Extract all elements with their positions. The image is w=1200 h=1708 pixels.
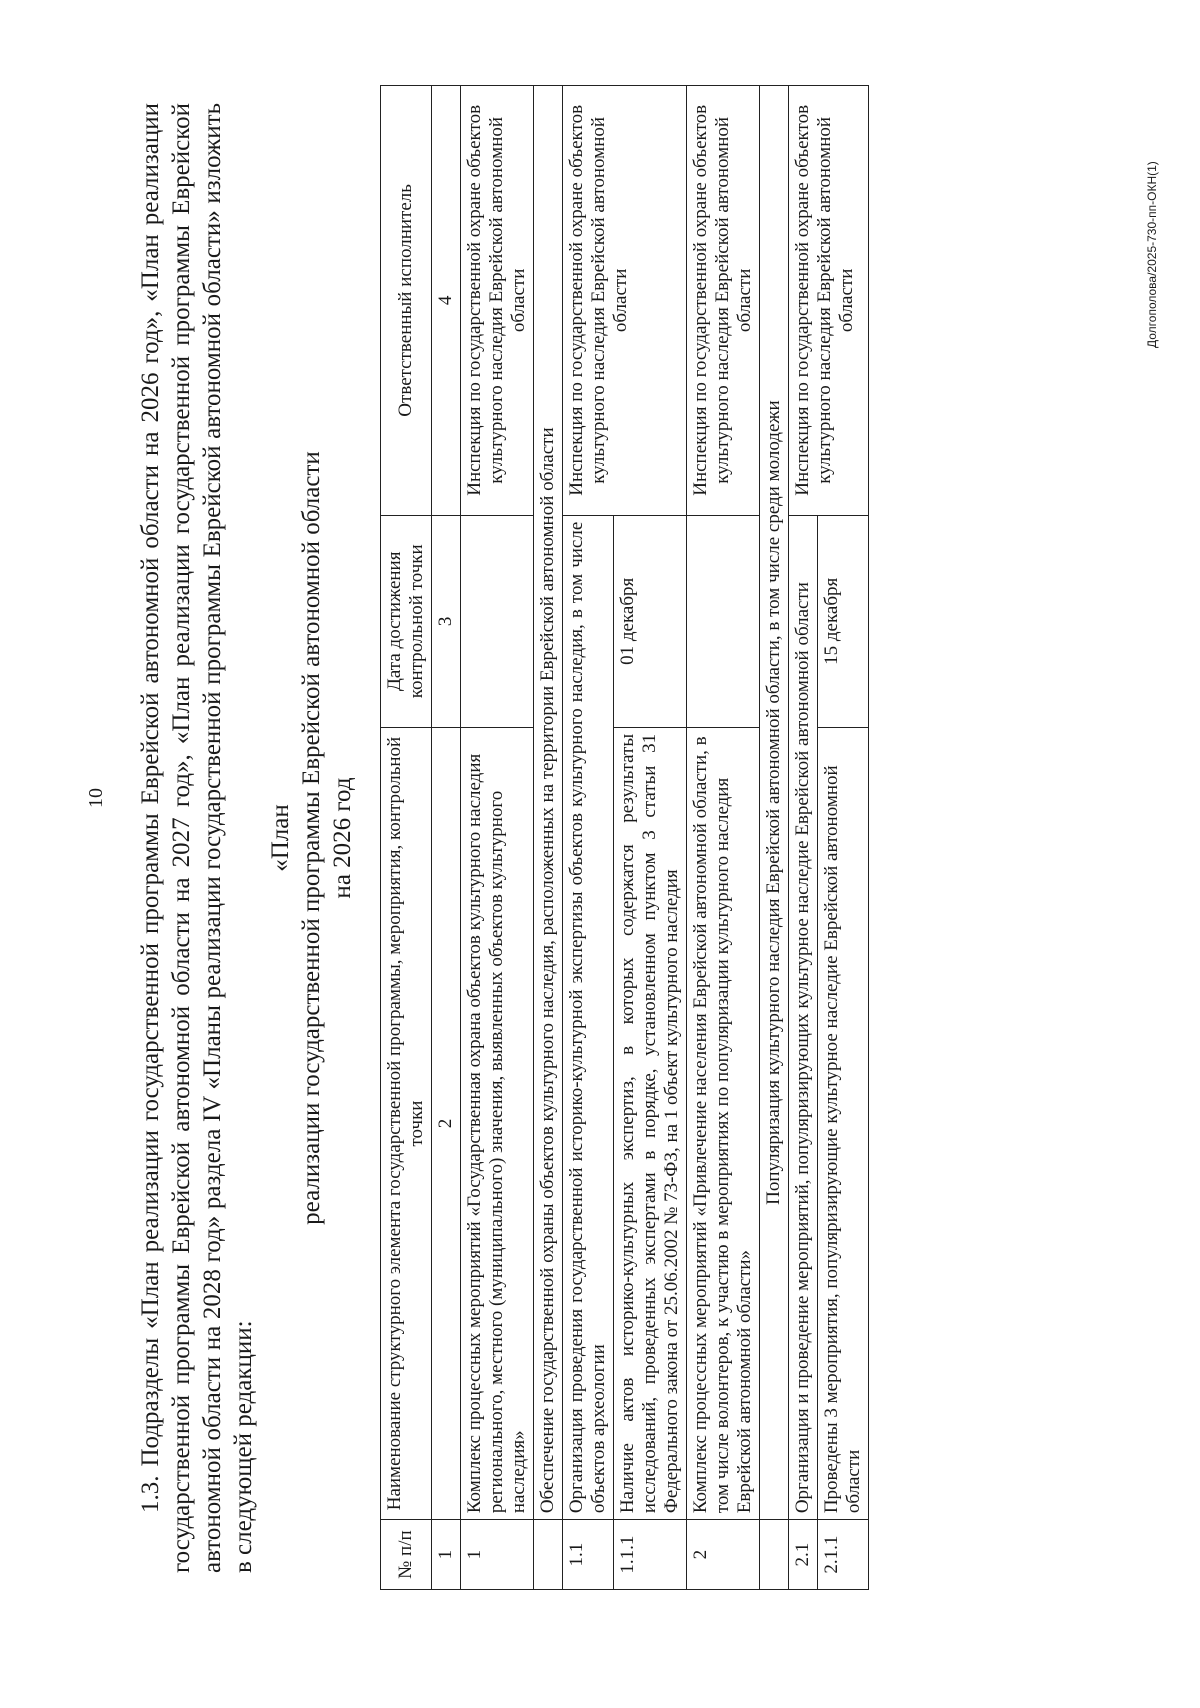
table-row xyxy=(563,86,614,1590)
intro-paragraph xyxy=(135,103,259,1573)
header-num: № п/п xyxy=(381,1520,432,1590)
column-number-row xyxy=(432,86,461,1590)
row-num: 1.1.1 xyxy=(614,1520,687,1590)
table-header-row xyxy=(381,86,432,1590)
table-row xyxy=(461,86,534,1590)
row-exec: Инспекция по государственной охране объектов культурного наследия Еврейской автономной области xyxy=(563,86,687,516)
document-footer: Долгополова/2025-730-пп-ОКН(1) xyxy=(1145,161,1159,348)
row-date xyxy=(461,515,534,727)
page-number: 10 xyxy=(85,788,107,808)
plan-title-line2: реализации государственной программы Еврейской автономной области xyxy=(298,451,325,1225)
row-exec: Инспекция по государственной охране объектов культурного наследия Еврейской автономной области xyxy=(461,86,534,516)
section-row xyxy=(760,86,789,1590)
col-number: 4 xyxy=(432,86,461,516)
col-number: 3 xyxy=(432,515,461,727)
section-row xyxy=(534,86,563,1590)
row-exec: Инспекция по государственной охране объектов культурного наследия Еврейской автономной области xyxy=(687,86,760,516)
section-title: Обеспечение государственной охраны объектов культурного наследия, расположенных на территории Еврейской автономной области xyxy=(534,86,563,1520)
row-name: Наличие актов историко-культурных экспертиз, в которых содержатся результаты исследований, проведенных экспертами в порядке, установленном пунктом 3 статьи 31 Федерального закона от 25.06.2002 № 73-ФЗ, на 1 объект культурного наследия xyxy=(614,727,687,1519)
intro-text: 1.3. Подразделы «План реализации государственной программы Еврейской автономной области на 2026 год», «План реализации государственной программы Еврейской автономной области на 2027 год», «План реализации государственной программы Еврейской автономной области на 2028 год» раздела IV «Планы реализации государственной программы Еврейской автономной области» изложить в следующей редакции: xyxy=(137,103,257,1573)
row-num: 2.1.1 xyxy=(818,1520,869,1590)
row-num: 2.1 xyxy=(789,1520,818,1590)
row-date xyxy=(687,515,760,727)
row-name: Организация проведения государственной историко-культурной экспертизы объектов культурного наследия, в том числе объектов археологии xyxy=(563,515,614,1519)
row-date: 01 декабря xyxy=(614,515,687,727)
row-name: Проведены 3 мероприятия, популяризирующие культурное наследие Еврейской автономной области xyxy=(818,727,869,1519)
table-row xyxy=(789,86,818,1590)
header-name: Наименование структурного элемента государственной программы, мероприятия, контрольной точки xyxy=(381,727,432,1519)
col-number: 2 xyxy=(432,727,461,1519)
table-row xyxy=(687,86,760,1590)
row-date: 15 декабря xyxy=(818,515,869,727)
row-num: 1.1 xyxy=(563,1520,614,1590)
section-title: Популяризация культурного наследия Еврейской автономной области, в том числе среди молодежи xyxy=(760,86,789,1520)
row-name: Комплекс процессных мероприятий «Привлечение населения Еврейской автономной области, в том числе волонтеров, к участию в мероприятиях по популяризации культурного наследия Еврейской автономной области» xyxy=(687,727,760,1519)
plan-title-line3: на 2026 год xyxy=(329,777,356,899)
header-date: Дата достижения контрольной точки xyxy=(381,515,432,727)
row-exec: Инспекция по государственной охране объектов культурного наследия Еврейской автономной области xyxy=(789,86,869,516)
row-num: 1 xyxy=(461,1520,534,1590)
row-num: 2 xyxy=(687,1520,760,1590)
header-exec: Ответственный исполнитель xyxy=(381,86,432,516)
row-name: Организация и проведение мероприятий, популяризирующих культурное наследие Еврейской автономной области xyxy=(789,515,818,1519)
col-number: 1 xyxy=(432,1520,461,1590)
plan-title-line1: «План xyxy=(267,804,294,872)
row-name: Комплекс процессных мероприятий «Государственная охрана объектов культурного наследия регионального, местного (муниципального) значения, выявленных объектов культурного наследия» xyxy=(461,727,534,1519)
plan-table xyxy=(380,85,869,1590)
